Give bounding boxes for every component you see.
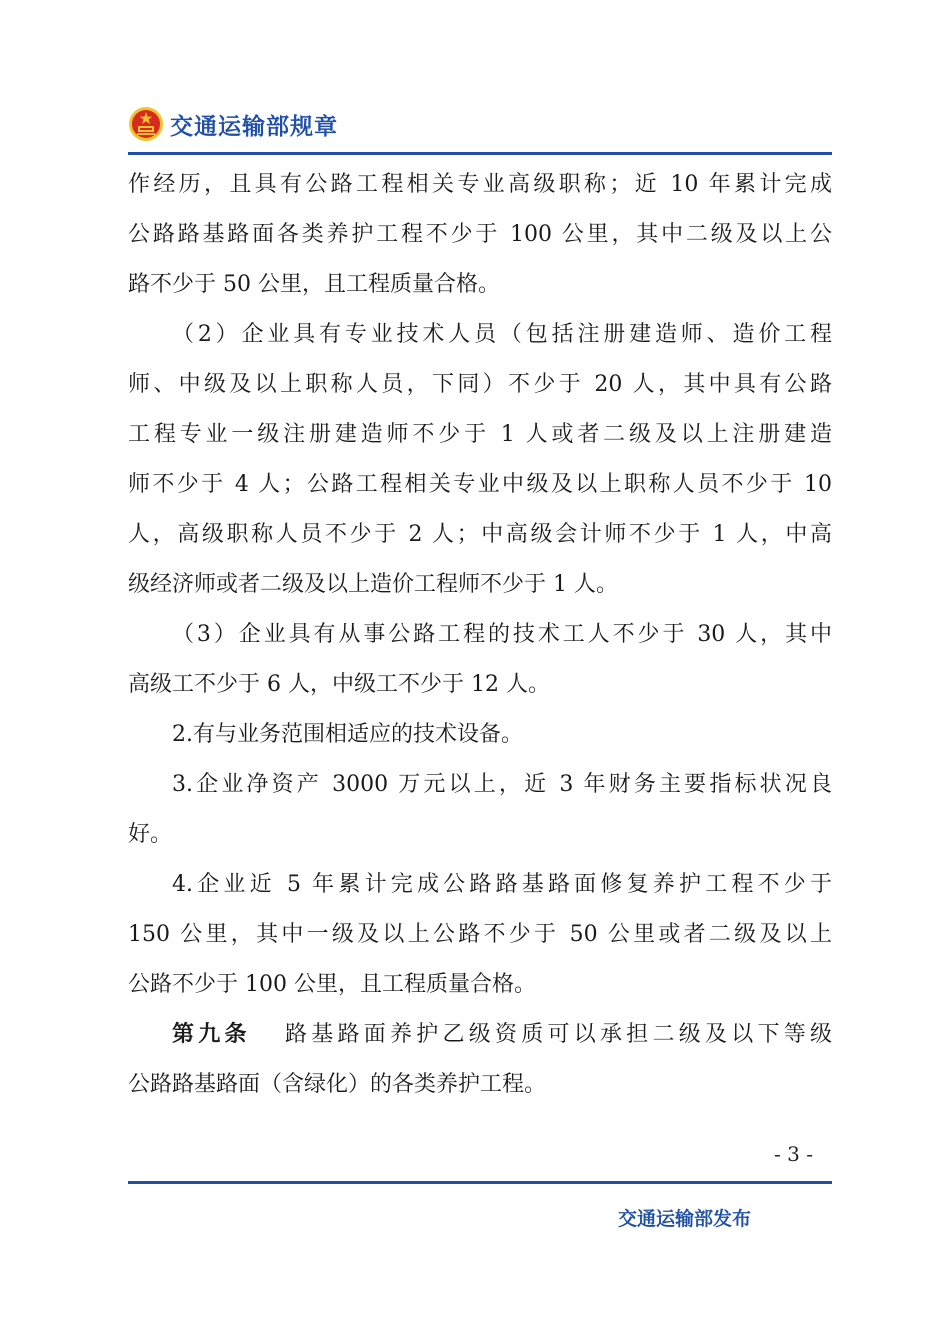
body-line: 人，高级职称人员不少于 2 人；中高级会计师不少于 1 人，中高 [128, 522, 832, 547]
footer-publisher: 交通运输部发布 [618, 1208, 752, 1230]
body-line: 高级工不少于 6 人，中级工不少于 12 人。 [128, 672, 550, 697]
body-line: 路不少于 50 公里，且工程质量合格。 [128, 272, 500, 297]
body-line: 公路路基路面各类养护工程不少于 100 公里，其中二级及以上公 [128, 222, 832, 247]
body-line: 公路不少于 100 公里，且工程质量合格。 [128, 972, 536, 997]
header-divider [128, 152, 832, 155]
body-line: 150 公里，其中一级及以上公路不少于 50 公里或者二级及以上 [128, 922, 832, 947]
body-line: 工程专业一级注册建造师不少于 1 人或者二级及以上注册建造 [128, 422, 832, 447]
body-line: 级经济师或者二级及以上造价工程师不少于 1 人。 [128, 572, 618, 597]
national-emblem-icon [128, 106, 164, 142]
page-number: - 3 - [774, 1142, 813, 1166]
body-line: 公路路基路面（含绿化）的各类养护工程。 [128, 1072, 547, 1097]
footer-divider [128, 1181, 832, 1184]
document-body [128, 160, 832, 1110]
body-line: 2.有与业务范围相适应的技术设备。 [172, 722, 523, 747]
article-text: 路基路面养护乙级资质可以承担二级及以下等级 [280, 1022, 832, 1047]
article-label: 第九条 [172, 1022, 251, 1047]
body-line: 作经历，且具有公路工程相关专业高级职称；近 10 年累计完成 [128, 172, 832, 197]
page-header [128, 98, 338, 150]
body-line: 师、中级及以上职称人员，下同）不少于 20 人，其中具有公路 [128, 372, 832, 397]
body-line: 好。 [128, 822, 173, 847]
body-line: 师不少于 4 人；公路工程相关专业中级及以上职称人员不少于 10 [128, 472, 832, 497]
body-line: （3）企业具有从事公路工程的技术工人不少于 30 人，其中 [172, 622, 832, 647]
header-title: 交通运输部规章 [170, 113, 338, 140]
body-line: 3.企业净资产 3000 万元以上，近 3 年财务主要指标状况良 [172, 772, 832, 797]
body-line: （2）企业具有专业技术人员（包括注册建造师、造价工程 [172, 322, 832, 347]
article-line [128, 1010, 832, 1060]
body-line: 4.企业近 5 年累计完成公路路基路面修复养护工程不少于 [172, 872, 832, 897]
